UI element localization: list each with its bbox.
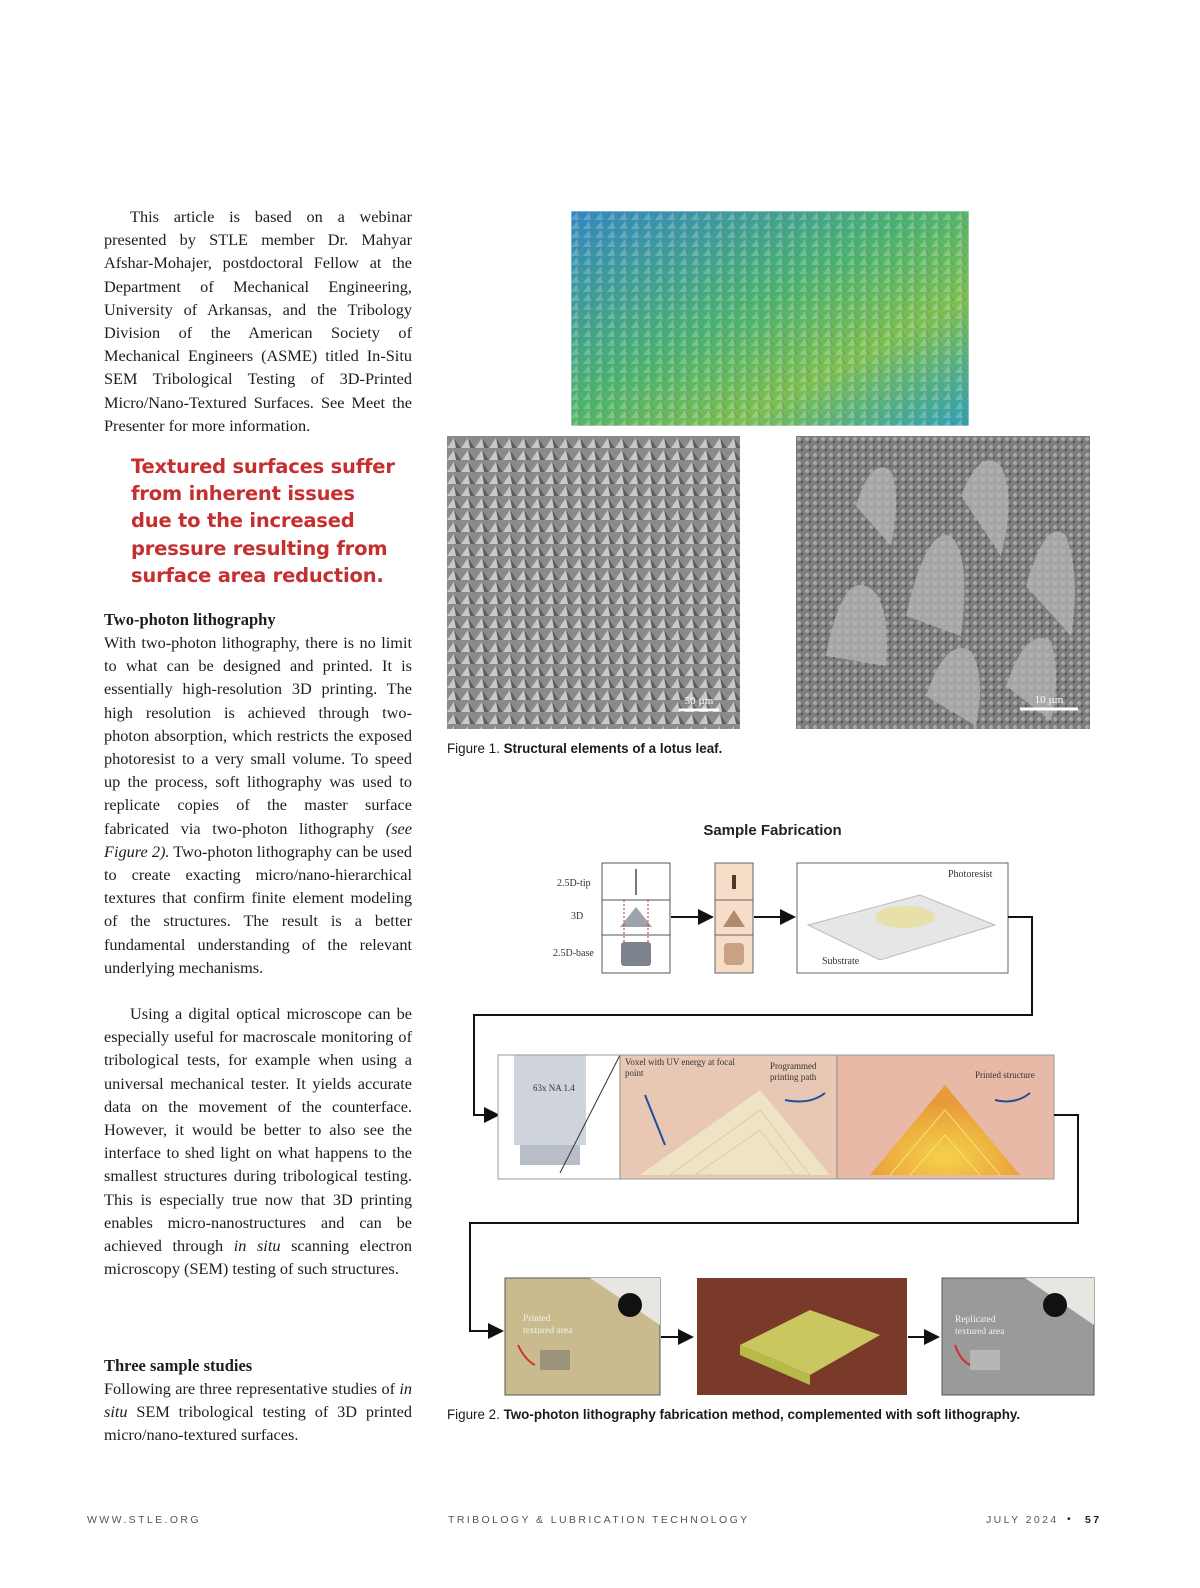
body-paragraph-3: Following are three representative studies of in situ SEM tribological testing of 3D printed micro/nano-textured surfaces.: [104, 1379, 412, 1445]
lotus-leaf-sem-image-low-mag: [447, 436, 740, 729]
label-voxel: Voxel with UV energy at focal point: [625, 1057, 735, 1078]
scale-label-left: 50 µm: [684, 695, 714, 707]
label-2-5d-base: 2.5D-base: [553, 948, 594, 959]
figure1-caption: Figure 1. Structural elements of a lotus leaf.: [447, 741, 723, 756]
intro-paragraph: This article is based on a webinar presented by STLE member Dr. Mahyar Afshar-Mohajer, postdoctoral Fellow at the Department of Mechanical Engineering, University of Arkansas, and the Tribology Division of the American Society of Mechanical Engineers (ASME) titled In-Situ SEM Tribological Testing of 3D-Printed Micro/Nano-Textured Surfaces. See Meet the Presenter for more information.: [104, 207, 412, 435]
microscope-panel: [498, 1055, 620, 1179]
lotus-leaf-3d-surface-image: [571, 211, 969, 426]
label-substrate: Substrate: [822, 956, 860, 967]
footer-bullet: •: [1067, 1513, 1074, 1525]
figure2-caption: Figure 2. Two-photon lithography fabrication method, complemented with soft lithography.: [447, 1407, 1021, 1422]
scale-label-right: 10 µm: [1034, 694, 1064, 706]
footer-date: JULY 2024: [986, 1514, 1059, 1526]
label-printing-path: Programmed printing path: [770, 1061, 817, 1082]
label-printed-area: Printed textured area: [523, 1314, 573, 1336]
figure2-title: Sample Fabrication: [703, 822, 842, 839]
footer-publication: TRIBOLOGY & LUBRICATION TECHNOLOGY: [448, 1514, 750, 1526]
shape-design-panel: [602, 863, 670, 973]
pull-quote: Textured surfaces suffer from inherent issues due to the increased pressure resulting from surface area reduction.: [131, 455, 395, 587]
section-heading-two-photon: Two-photon lithography: [104, 610, 276, 629]
label-replicated-area: Replicated textured area: [955, 1315, 1005, 1337]
label-objective: 63x NA 1.4: [533, 1083, 575, 1093]
label-printed-structure: Printed structure: [975, 1070, 1035, 1080]
section-heading-three-studies: Three sample studies: [104, 1356, 253, 1375]
shape-design-panel-colored: [715, 863, 753, 973]
page-number: 57: [1085, 1514, 1102, 1526]
body-paragraph-2: Using a digital optical microscope can be especially useful for macroscale monitoring of tribological tests, for example when using a universal mechanical tester. It yields accurate data on the movement of the counterface. However, it would be better to also see the interface to shed light on what happens to the smallest structures during tribological testing. This is especially true now that 3D printing enables micro-nanostructures and can be achieved through in situ scanning electron microscopy (SEM) testing of such structures.: [104, 1004, 413, 1279]
label-photoresist: Photoresist: [948, 869, 993, 880]
footer-website: WWW.STLE.ORG: [87, 1514, 201, 1526]
pdms-mold-photo: [697, 1278, 907, 1395]
body-paragraph-1: With two-photon lithography, there is no limit to what can be designed and printed. It is essentially high-resolution 3D printing. The high resolution is achieved through two-photon absorption, which restricts the exposed photoresist to a very small volume. To speed up the process, soft lithography was used to replicate copies of the master surface fabricated via two-photon lithography (see Figure 2). Two-photon lithography can be used to create exacting micro/nano-hierarchical textures that confirm finite element modeling of the structures. The result is a better fundamental understanding of the relevant underlying mechanisms.: [104, 633, 412, 977]
label-2-5d-tip: 2.5D-tip: [557, 878, 591, 889]
lotus-leaf-sem-image-high-mag: [796, 436, 1090, 729]
label-3d: 3D: [571, 911, 584, 922]
